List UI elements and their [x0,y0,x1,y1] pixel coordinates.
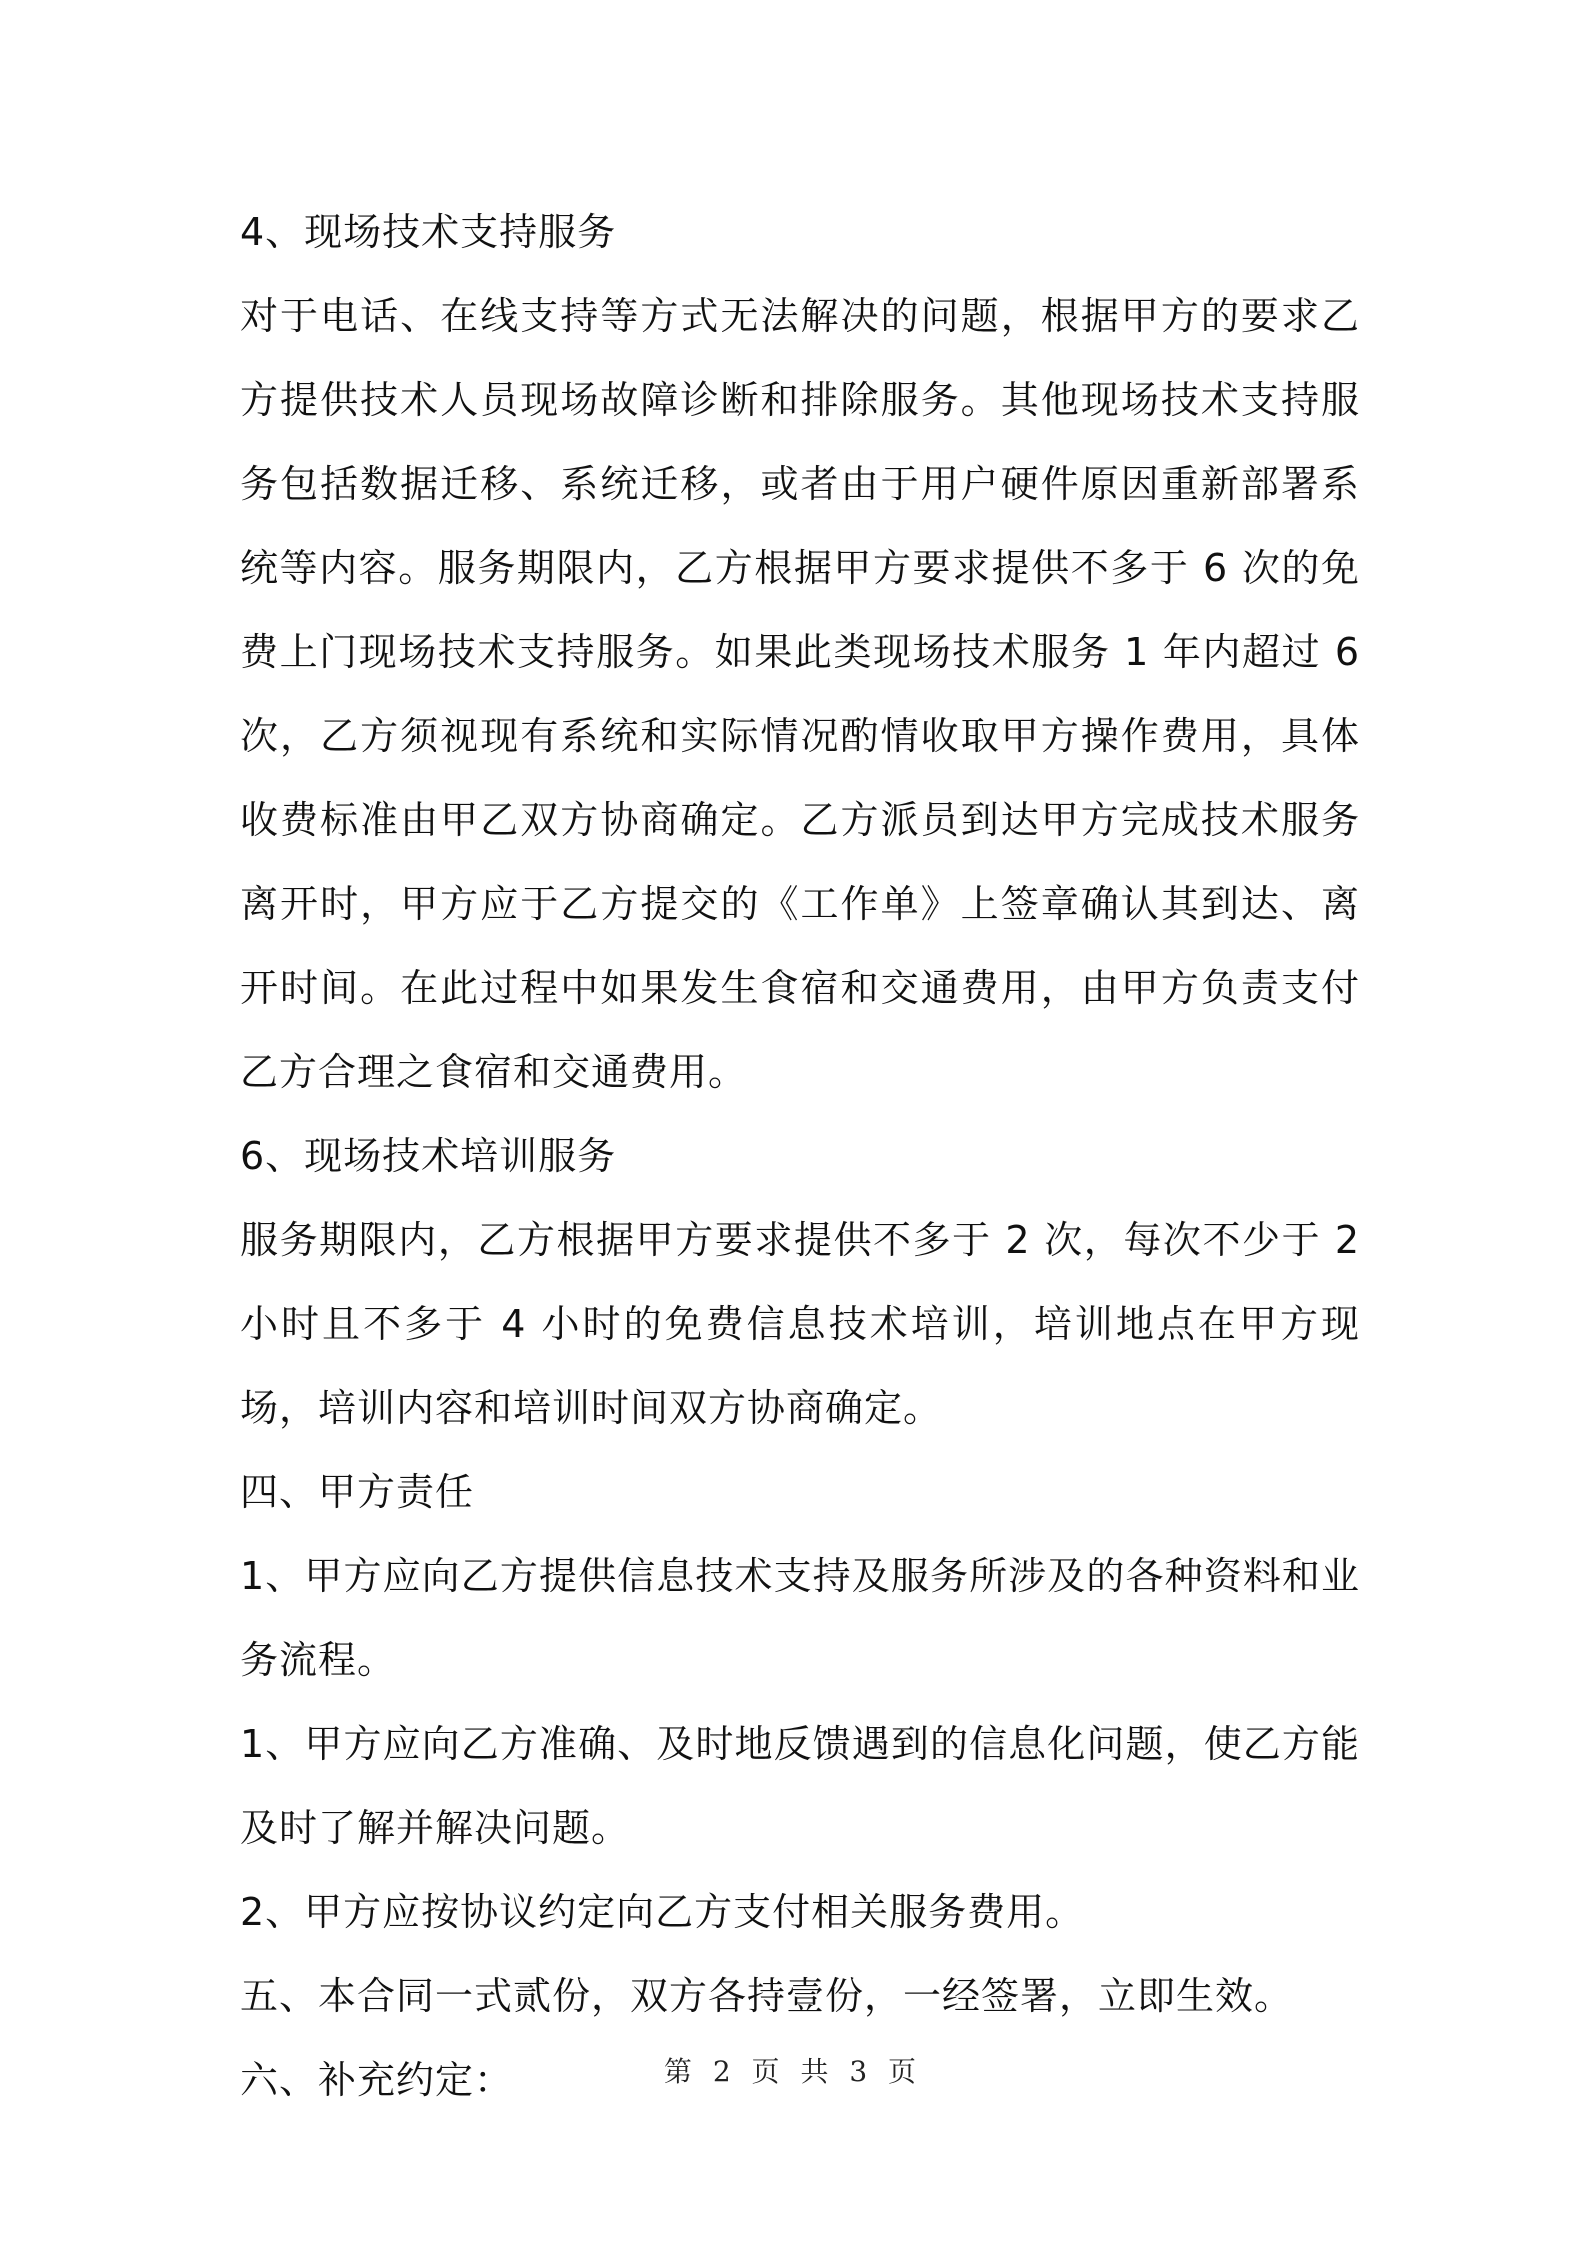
section-heading-party-a-duties: 四、甲方责任 [240,1470,475,1514]
section-heading-supplementary: 六、补充约定： [240,2058,514,2102]
paragraph-party-a-duty-2: 2、甲方应按协议约定向乙方支付相关服务费用。 [240,1890,1085,1934]
document-body [240,190,1360,2122]
section-heading-contract-copies: 五、本合同一式贰份，双方各持壹份，一经签署，立即生效。 [240,1974,1294,2018]
section-heading-onsite-support: 4、现场技术支持服务 [240,210,617,254]
paragraph-onsite-support: 对于电话、在线支持等方式无法解决的问题，根据甲方的要求乙方提供技术人员现场故障诊断和排除服务。其他现场技术支持服务包括数据迁移、系统迁移，或者由于用户硬件原因重新部署系统等内容。服务期限内，乙方根据甲方要求提供不多于 6 次的免费上门现场技术支持服务。如果此类现场技术服务 1 年内超过 6 次，乙方须视现有系统和实际情况酌情收取甲方操作费用，具体收费标准由甲乙双方协商确定。乙方派员到达甲方完成技术服务离开时，甲方应于乙方提交的《工作单》上签章确认其到达、离开时间。在此过程中如果发生食宿和交通费用，由甲方负责支付乙方合理之食宿和交通费用。 [240,294,1360,1094]
section-heading-onsite-training: 6、现场技术培训服务 [240,1134,617,1178]
page-number-footer: 第 2 页 共 3 页 [663,2055,923,2088]
paragraph-onsite-training: 服务期限内，乙方根据甲方要求提供不多于 2 次，每次不少于 2 小时且不多于 4 小时的免费信息技术培训，培训地点在甲方现场，培训内容和培训时间双方协商确定。 [240,1218,1360,1430]
paragraph-party-a-duty-1: 1、甲方应向乙方提供信息技术支持及服务所涉及的各种资料和业务流程。 [240,1554,1360,1682]
paragraph-party-a-duty-1b: 1、甲方应向乙方准确、及时地反馈遇到的信息化问题，使乙方能及时了解并解决问题。 [240,1722,1360,1850]
